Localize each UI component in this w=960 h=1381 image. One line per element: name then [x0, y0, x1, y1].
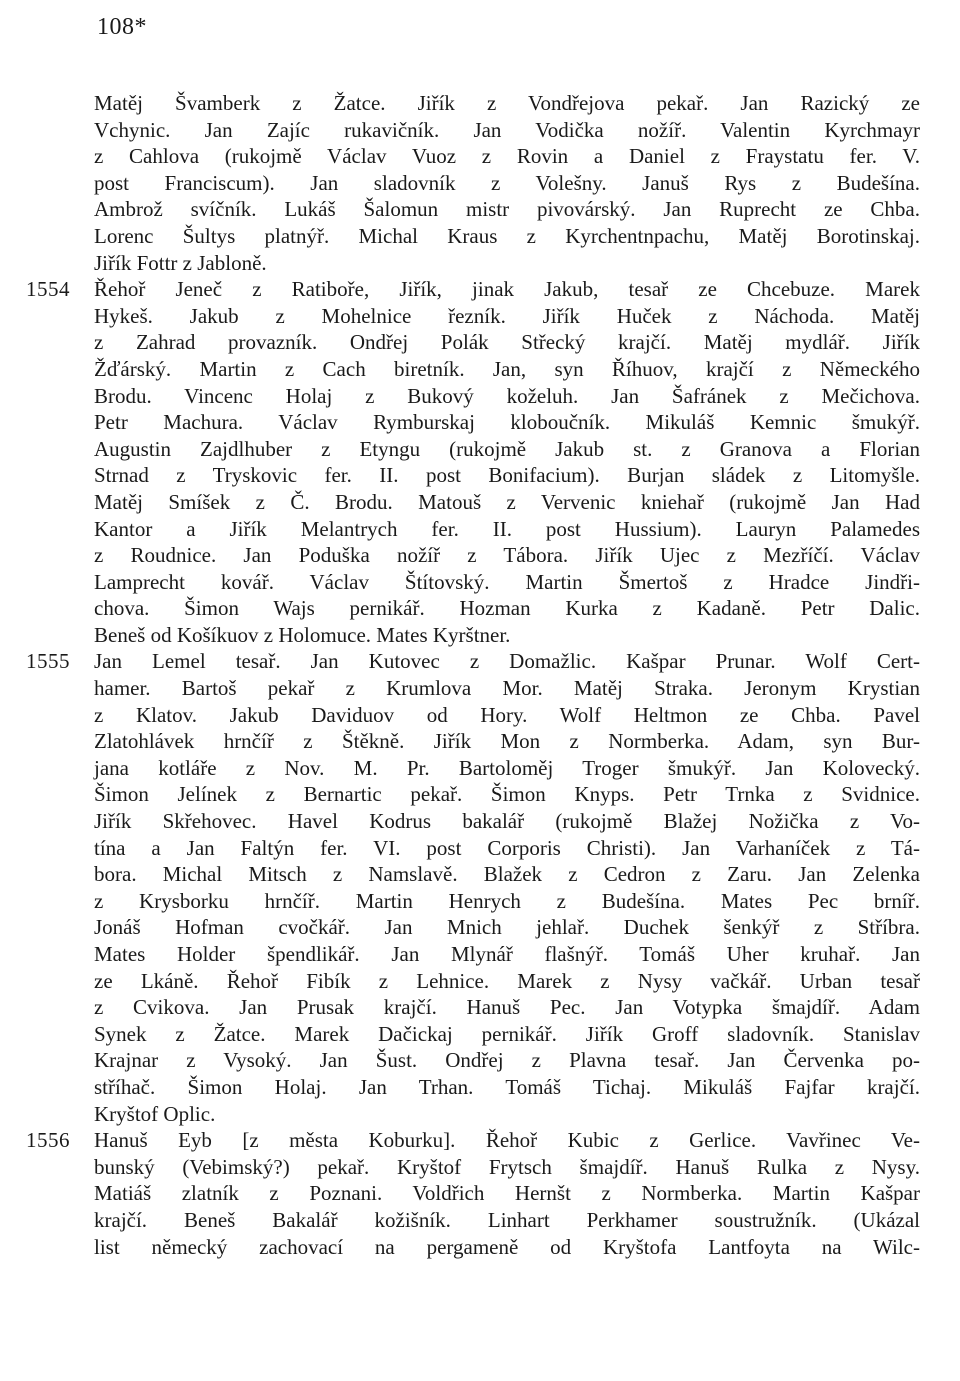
text-line [0, 1101, 960, 1128]
page-number: 108* [97, 14, 147, 40]
line-text: Matěj Švamberk z Žatce. Jiřík z Vondřejova pekař. Jan Razický ze [94, 91, 920, 115]
text-line [0, 542, 960, 569]
line-text: Zlatohlávek hrnčíř z Štěkně. Jiřík Mon z Normberka. Adam, syn Bur- [94, 729, 920, 754]
text-line [0, 914, 960, 941]
text-line [0, 1074, 960, 1101]
line-text: bunský (Vebimský?) pekař. Kryštof Frytsch šmajdíř. Hanuš Rulka z Nysy. [94, 1154, 920, 1179]
line-text: Kantor a Jiřík Melantrych fer. II. post Hussium). Lauryn Palamedes [94, 516, 920, 541]
line-text: z Roudnice. Jan Poduška nožíř z Tábora. Jiřík Ujec z Mezříčí. Václav [94, 543, 920, 568]
text-line [0, 1154, 960, 1181]
text-line [0, 196, 960, 223]
line-text: Lamprecht kovář. Václav Štítovský. Martin Šmertoš z Hradce Jindři- [94, 569, 920, 594]
line-text: Jonáš Hofman cvočkář. Jan Mnich jehlař. Duchek šenkýř z Stříbra. [94, 915, 920, 940]
line-text: Matěj Smíšek z Č. Brodu. Matouš z Vervenic kniehař (rukojmě Jan Had [94, 489, 920, 514]
line-text: z Cvikova. Jan Prusak krajčí. Hanuš Pec. Jan Votypka šmajdíř. Adam [94, 995, 920, 1020]
line-text: Krajnar z Vysoký. Jan Šust. Ondřej z Plavna tesař. Jan Červenka po- [94, 1048, 920, 1073]
line-text: Hykeš. Jakub z Mohelnice řezník. Jiřík Huček z Náchoda. Matěj [94, 303, 920, 328]
year-marker: 1554 [26, 277, 70, 302]
text-line [0, 622, 960, 649]
line-text: Jiřík Fottr z Jabloně. [94, 250, 267, 275]
line-text: z Krysborku hrnčíř. Martin Henrych z Budešína. Mates Pec brníř. [94, 888, 920, 913]
line-text: Synek z Žatce. Marek Dačickaj pernikář. Jiřík Groff sladovník. Stanislav [94, 1021, 920, 1046]
line-text: Řehoř Jeneč z Ratiboře, Jiřík, jinak Jakub, tesař ze Chcebuze. Marek [94, 277, 920, 302]
line-text: post Franciscum). Jan sladovník z Volešny. Januš Rys z Budešína. [94, 170, 920, 195]
line-text: Ambrož svíčník. Lukáš Šalomun mistr pivovárský. Jan Ruprecht ze Chba. [94, 197, 920, 222]
text-line [0, 648, 960, 675]
line-text: Petr Machura. Václav Rymburskaj kloboučník. Mikuláš Kemnic šmukýř. [94, 410, 920, 435]
year-marker: 1555 [26, 649, 70, 674]
text-line [0, 250, 960, 277]
line-text: chova. Šimon Wajs pernikář. Hozman Kurka z Kadaně. Petr Dalic. [94, 596, 920, 621]
text-line [0, 117, 960, 144]
line-text: Jan Lemel tesař. Jan Kutovec z Domažlic. Kašpar Prunar. Wolf Cert- [94, 649, 920, 674]
text-line [0, 1180, 960, 1207]
line-text: bora. Michal Mitsch z Namslavě. Blažek z Cedron z Zaru. Jan Zelenka [94, 862, 920, 887]
text-line [0, 436, 960, 463]
text-line [0, 329, 960, 356]
text-line [0, 968, 960, 995]
text-line [0, 90, 960, 117]
text-line [0, 356, 960, 383]
text-line [0, 143, 960, 170]
text-line [0, 861, 960, 888]
line-text: z Zahrad provazník. Ondřej Polák Střecký krajčí. Matěj mydlář. Jiřík [94, 330, 920, 355]
year-marker: 1556 [26, 1128, 70, 1153]
text-line [0, 1234, 960, 1261]
document-body [0, 90, 960, 1260]
text-line [0, 994, 960, 1021]
text-line [0, 728, 960, 755]
line-text: Matiáš zlatník z Poznani. Voldřich Hernšt z Normberka. Martin Kašpar [94, 1181, 920, 1206]
line-text: Hanuš Eyb [z města Koburku]. Řehoř Kubic z Gerlice. Vavřinec Ve- [94, 1128, 920, 1153]
text-line [0, 383, 960, 410]
line-text: z Klatov. Jakub Daviduov od Hory. Wolf Heltmon ze Chba. Pavel [94, 702, 920, 727]
text-line [0, 755, 960, 782]
line-text: Jiřík Skřehovec. Havel Kodrus bakalář (rukojmě Blažej Nožička z Vo- [94, 809, 920, 834]
line-text: ze Lkáně. Řehoř Fibík z Lehnice. Marek z Nysy vačkář. Urban tesař [94, 968, 920, 993]
line-text: Mates Holder špendlikář. Jan Mlynář flašnýř. Tomáš Uher kruhař. Jan [94, 942, 920, 966]
text-line [0, 409, 960, 436]
text-line [0, 808, 960, 835]
line-text: Lorenc Šultys platnýř. Michal Kraus z Kyrchentnpachu, Matěj Borotinskaj. [94, 223, 920, 248]
line-text: tína a Jan Faltýn fer. VI. post Corporis Christi). Jan Varhaníček z Tá- [94, 835, 920, 860]
text-line [0, 1207, 960, 1234]
line-text: Augustin Zajdlhuber z Etyngu (rukojmě Jakub st. z Granova a Florian [94, 436, 920, 461]
line-text: Vchynic. Jan Zajíc rukavičník. Jan Vodička nožíř. Valentin Kyrchmayr [94, 117, 920, 142]
text-line [0, 835, 960, 862]
line-text: Šimon Jelínek z Bernartic pekař. Šimon Knyps. Petr Trnka z Svidnice. [94, 782, 920, 807]
line-text: jana kotláře z Nov. M. Pr. Bartoloměj Troger šmukýř. Jan Kolovecký. [94, 755, 920, 780]
text-line [0, 941, 960, 968]
line-text: hamer. Bartoš pekař z Krumlova Mor. Matěj Straka. Jeronym Krystian [94, 676, 920, 701]
text-line [0, 462, 960, 489]
text-line [0, 781, 960, 808]
text-line [0, 489, 960, 516]
line-text: Žďárský. Martin z Cach biretník. Jan, syn Říhuov, krajčí z Německého [94, 356, 920, 381]
line-text: z Cahlova (rukojmě Václav Vuoz z Rovin a Daniel z Fraystatu fer. V. [94, 144, 920, 169]
line-text: Beneš od Košíkuov z Holomuce. Mates Kyrštner. [94, 622, 511, 647]
text-line [0, 1127, 960, 1154]
text-line [0, 303, 960, 330]
text-line [0, 888, 960, 915]
text-line [0, 170, 960, 197]
line-text: stříhač. Šimon Holaj. Jan Trhan. Tomáš Tichaj. Mikuláš Fajfar krajčí. [94, 1074, 920, 1099]
text-line [0, 516, 960, 543]
line-text: krajčí. Beneš Bakalář kožišník. Linhart Perkhamer soustružník. (Ukázal [94, 1207, 920, 1232]
text-line [0, 276, 960, 303]
text-line [0, 569, 960, 596]
line-text: Strnad z Tryskovic fer. II. post Bonifacium). Burjan sládek z Litomyšle. [94, 463, 920, 488]
line-text: Brodu. Vincenc Holaj z Bukový koželuh. Jan Šafránek z Mečichova. [94, 383, 920, 408]
line-text: Kryštof Oplic. [94, 1101, 216, 1126]
text-line [0, 702, 960, 729]
text-line [0, 595, 960, 622]
text-line [0, 1047, 960, 1074]
line-text: list německý zachovací na pergameně od Kryštofa Lantfoyta na Wilc- [94, 1234, 920, 1259]
text-line [0, 1021, 960, 1048]
text-line [0, 675, 960, 702]
text-line [0, 223, 960, 250]
